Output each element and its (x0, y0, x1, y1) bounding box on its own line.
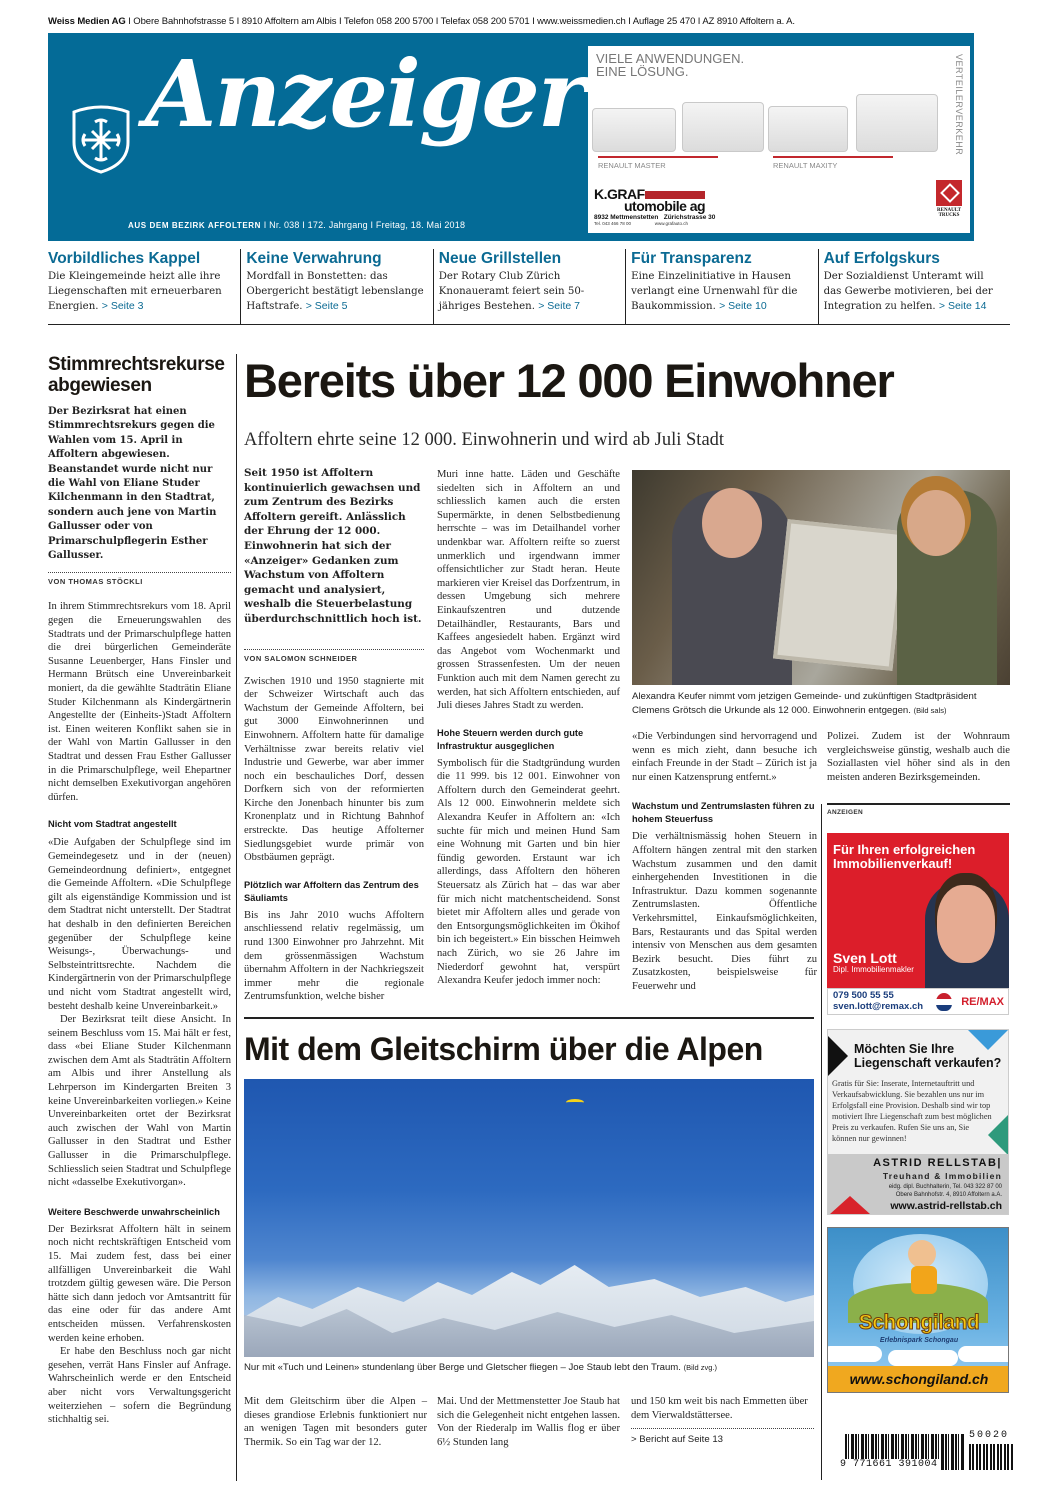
model-label: RENAULT MASTER (598, 161, 666, 170)
ad-headline-line2: EINE LÖSUNG. (596, 64, 689, 79)
main-col-2 (437, 468, 620, 988)
paragraph: Der Bezirksrat Affoltern hält in seinem noch nicht rechtskräftigen Entscheid vom 15. Mai zudem fest, dass bei einer allfälligen Unvereinbarkeit die Wahl trotzdem gültig gewesen wäre. Die Person hätte sich dann jedoch vor Amtsantritt für das eine oder für das andere Amt entscheiden müssen. Verfahrenskosten werden keine erhoben. (48, 1223, 231, 1344)
subheading: Plötzlich war Affoltern das Zentrum des Säuliamts (244, 879, 419, 903)
barcode-addon-number: 50020 (969, 1430, 1010, 1441)
paragraph: Der Bezirksrat teilt diese Ansicht. In seinem Beschluss vom 15. Mai hält er fest, dass «bei Eliane Studer Kilchenmann zwischen dem Amt als Stadträtin Affoltern am Albis und ihrer Anstellung als Lehrperson im Kindergarten Breiten 3 keine Unvereinbarkeiten vorliegen.» Keine Unvereinbarkeiten ortet der Bezirksrat auch zwischen der Wahl von Martin Gallusser in den Stadtrat und Esther Gallusser in die Primarschulpflege. Schliesslich seien Stadtrat und Schulpflege nicht «dasselbe Exekutivorgan». (48, 1014, 231, 1189)
main-col-3 (632, 730, 817, 994)
ad-headline-line1: VIELE ANWENDUNGEN. (596, 51, 745, 66)
main-subheadline: Affoltern ehrte seine 12 000. Einwohnerin und wird ab Juli Stadt (244, 430, 725, 450)
company-name: ASTRID RELLSTAB| (873, 1157, 1002, 1169)
agent-phone: 079 500 55 55 (833, 990, 894, 1001)
park-subtitle: Erlebnispark Schongau (879, 1337, 959, 1344)
photo-credit: (Bild sals) (913, 706, 947, 715)
triangle-icon (830, 1196, 870, 1214)
dealer-street: Zürichstrasse 30 (663, 214, 716, 221)
company-details (889, 1183, 1002, 1199)
side-article (48, 354, 231, 1427)
divider (244, 649, 424, 650)
byline: VON THOMAS STÖCKLI (48, 577, 143, 587)
ad-text: Gratis für Sie: Inserate, Internetauftritt und Verkaufsabwicklung. Sie bezahlen uns nur im Erfolgsfall eine Provision. Deshalb sind wir top motiviert Ihre Liegenschaft zum best möglichen Preis zu verkaufen. Rufen Sie uns an, Sie können nur gewinnen! (832, 1079, 992, 1143)
teaser-title: Keine Verwahrung (246, 250, 382, 267)
paraglider (566, 1099, 584, 1106)
subheading: Hohe Steuern werden durch gute Infrastruktur ausgeglichen (437, 727, 584, 751)
byline: VON SALOMON SCHNEIDER (244, 653, 358, 663)
side-article-lead: Der Bezirksrat hat einen Stimmrechtsrekurs gegen die Wahlen vom 15. April in Affoltern abgewiesen. Beanstandet wurde nicht nur die Wahl von Eliane Studer Kilchenmann in den Stadtrat, sondern auch jene von Martin Gallusser oder von Primarschulpflegerin Esther Gallusser. (48, 406, 217, 562)
rellstab-ad[interactable] (827, 1029, 1009, 1215)
newspaper-logo: Anzeiger (145, 40, 585, 148)
divider (598, 156, 718, 158)
renault-truck-ad[interactable] (588, 46, 970, 233)
contact-strip (827, 988, 1009, 1015)
paragraph: Mai. Und der Mettmenstetter Joe Staub hat sich die Gelegenheit nicht entgehen lassen. Von der Riederalp im Wallis flog er über 6½ Stunden lang (437, 1396, 620, 1448)
ad-headline: Möchten Sie Ihre Liegenschaft verkaufen? (854, 1042, 1002, 1070)
teaser-text: Mordfall in Bonstetten: das Obergericht bestätigt lebenslange Haftstrafe. (246, 271, 424, 312)
paragraph: Muri inne hatte. Läden und Geschäfte siedelten sich in Affoltern an und schliesslich kamen auch die ersten Supermärkte, in denen Selbstbedienung herrschte – was im Detailhandel vorher undenkbar war. Affoltern reifte so zuerst unmerklich und irgendwann immer offensichtlicher zur Stadt heran. Heute markieren vier Kreisel das Dorfzentrum, in dessen Umgebung sich mehrere Einkaufszentren und dutzende Detailhändler, Restaurants, Bars und Kaffees angesiedelt haben. Ergänzt wird das Angebot vom Wochenmarkt und grossen Strassenfesten. Um der neuen Funktion auch mit dem Namen gerecht zu werden, hat sich Affoltern entschieden, auf Juli dieses Jahres Stadt zu werden. (437, 469, 620, 712)
column-rule (236, 354, 237, 1481)
teaser-title: Für Transparenz (631, 250, 752, 267)
photo-caption (632, 690, 1012, 718)
issue-info (128, 220, 465, 230)
page-ref-link[interactable]: > Seite 7 (538, 300, 580, 312)
paragraph: Polizei. Zudem ist der Wohnraum vergleichsweise günstig, weshalb auch die Soziallasten viel höher sind als in den meisten anderen Bezirksgemeinden. (827, 731, 1010, 783)
publisher-details: I Obere Bahnhofstrasse 5 I 8910 Affoltern am Albis I Telefon 058 200 5700 I Telefax 058 200 5701 I www.weissmedien.ch I Auflage 25 470 I AZ 8910 Affoltern a. A. (125, 16, 795, 27)
teaser-text: Der Sozialdienst Unteramt will das Gewerbe motivieren, bei der Integration zu helfen. (823, 271, 993, 312)
main-lead: Seit 1950 ist Affoltern kontinuierlich gewachsen und zum Zentrum des Bezirks Affoltern gereift. Anlässlich der Ehrung der 12 000. Einwohnerin hat sich der «Anzeiger» Gedanken zum Wachstum von Affoltern gemacht und analysiert, weshalb die Steuerbelastung überdurchschnittlich hoch ist. (244, 467, 422, 625)
coat-of-arms-icon (70, 104, 132, 174)
paragraph: «Die Aufgaben der Schulpflege sind im Gemeindegesetz und in der (neuen) Gemeindeordnung definiert», entgegnet die Gemeinde Affoltern. «Die Schulpflege gilt als eigenständige Kommission und ist dem Stadtrat nicht unterstellt. Der Stadtrat hat deshalb in den definierten Bereichen gegenüber der Schulpflege keine Weisungs-, Überwachungs- und Selbsteintrittsrechte. Nachdem die Kindergärtnerin von der Primarschulpflege und nicht vom Stadtrat angestellt wird, besteht deshalb keine Unvereinbarkeit.» (48, 837, 231, 1012)
subheading: Wachstum und Zentrumslasten führen zu hohem Steuerfuss (632, 801, 815, 825)
model-label: RENAULT MAXITY (773, 161, 838, 170)
teaser-title: Neue Grillstellen (438, 250, 562, 267)
region-label: AUS DEM BEZIRK AFFOLTERN (128, 221, 262, 230)
caption-text: Alexandra Keufer nimmt vom jetzigen Gemeinde- und zukünftigen Stadtpräsident Clemens Grötsch die Urkunde als 12 000. Einwohnerin entgegen. (632, 691, 977, 716)
divider (244, 1017, 814, 1019)
divider (48, 572, 231, 573)
teaser-item[interactable] (48, 249, 240, 324)
ad-vertical-text: VERTEILERVERKEHR (954, 54, 964, 156)
subheading: Nicht vom Stadtrat angestellt (48, 819, 177, 830)
paragraph: Mit dem Gleitschirm über die Alpen – dieses grandiose Erlebnis funktioniert nur an wenigen Tagen mit besonders guter Thermik. So ein Tag war der 12. (244, 1396, 427, 1448)
renault-logo (936, 180, 962, 220)
paragraph: und 150 km weit bis nach Emmetten über dem Vierwaldstättersee. (631, 1396, 808, 1421)
barcode-number: 9 771661 391004 (840, 1459, 938, 1470)
publisher-name: Weiss Medien AG (48, 16, 126, 27)
remax-ad[interactable] (827, 833, 1009, 1015)
dealer-tel: Tel. 043 466 78 00 (594, 221, 632, 226)
alps-photo[interactable] (244, 1079, 814, 1357)
second-col-1 (244, 1395, 427, 1449)
truck-image-4 (856, 94, 938, 152)
renault-diamond-icon (936, 180, 962, 206)
teaser-text: Der Rotary Club Zürich Knonaueramt feiert sein 50-jähriges Bestehen. (438, 271, 585, 312)
paragraph: Zwischen 1910 und 1950 stagnierte mit der Schweizer Wirtschaft auch das Wachstum der Gemeinde Affoltern, bei gut 3000 Einwohnerinnen und Einwohnern. Affoltern hatte für damalige Verhältnisse zwar bereits relativ viel Industrie und Gewerbe, war aber immer noch ein beschauliches Dorf, dessen Dorfkern sich von der reformierten Kirche den Jonenbach hinunter bis zum Kronenplatz und in Richtung Bahnhof erstreckte. Das heutige Affolterner Siedlungsgebiet wurde primär von Obstbäumen geprägt. (244, 675, 424, 864)
renault-brand: RENAULT TRUCKS (937, 208, 961, 218)
park-web[interactable]: www.schongiland.ch (828, 1366, 1009, 1392)
second-col-2 (437, 1395, 620, 1449)
subheading: Weitere Beschwerde unwahrscheinlich (48, 1206, 220, 1217)
dealer-logo (594, 186, 744, 226)
teaser-text: Eine Einzelinitiative in Hausen verlangt eine Urnenwahl für die Baukommission. (631, 271, 798, 312)
teaser-title: Vorbildliches Kappel (48, 250, 201, 267)
paragraph: Symbolisch für die Stadtgründung wurden die 11 999. bis 12 001. Einwohner von Affoltern durch den Gemeinderat geehrt. Als 12 000. Einwohnerin meldete sich Alexandra Keufer in Affoltern an: «Ich suchte für mich und meinen Hund Sam eine Wohnung mit Garten und bin hier fündig geworden. Erstaunt war ich allerdings, dass Affoltern den höheren Steuersatz als Zürich hat – das war aber für mich nicht matchentscheidend. Sonst bietet mir Affoltern alles und gerade von den Entsorgungsmöglichkeiten im Ökihof bin ich begeistert.» Ein bisschen Heimweh nach Zürich, wo sie 26 Jahre im Niederdorf gewohnt hat, verspürt Alexandra Keufer jedoch immer noch: (437, 757, 620, 987)
dealer-logo-text: K.GRAF (594, 186, 645, 202)
company-detail: eidg. dipl. Buchhalterin, Tel. 043 322 87 00 (888, 1184, 1002, 1190)
teaser-text: Die Kleingemeinde heizt alle ihre Liegenschaften mit erneuerbaren Energien. (48, 271, 222, 312)
photo-credit: (Bild zvg.) (683, 1363, 717, 1372)
page-ref-link[interactable]: > Seite 14 (938, 300, 987, 312)
park-title: Schongiland (858, 1311, 980, 1334)
divider (773, 156, 893, 158)
paragraph: Er habe den Beschluss noch gar nicht gesehen, verrät Hans Finsler auf Anfrage. Wahrscheinlich werde er den Entscheid aber nicht vors Verwaltungsgericht weiterziehen – sofern die Begründung stichhaltig sei. (48, 1346, 231, 1426)
remax-balloon-icon (936, 993, 952, 1011)
teaser-item[interactable] (240, 249, 432, 324)
page-ref-link[interactable]: > Seite 5 (305, 300, 348, 312)
agent-name: Sven Lott (833, 950, 897, 966)
truck-image-1 (592, 108, 676, 152)
company-detail: Obere Bahnhofstr. 4, 8910 Affoltern a.A. (895, 1192, 1002, 1198)
teaser-item[interactable] (818, 249, 1010, 324)
paragraph: Die verhältnismässig hohen Steuern in Affoltern hängen zentral mit den starken Wachstum zusammen und den damit einhergehenden Investitionen in die Infrastruktur. Dazu kommen sogenannte Zentrumslasten. Öffentliche Verkehrsmittel, Einkaufsmöglichkeiten, Bars, Restaurants und das Spital werden intensiv von Menschen aus dem gesamten Bezirk besucht. Dies führt zu Zusatzkosten, beispielsweise für Feuerwehr und (632, 831, 817, 992)
teaser-item[interactable] (625, 249, 817, 324)
page-ref-link[interactable]: > Seite 3 (101, 300, 144, 312)
second-headline: Mit dem Gleitschirm über die Alpen (244, 1031, 763, 1067)
main-col-4 (827, 730, 1010, 784)
second-col-3 (631, 1395, 814, 1447)
main-headline: Bereits über 12 000 Einwohner (244, 354, 894, 407)
page-ref-link[interactable]: > Bericht auf Seite 13 (631, 1434, 723, 1446)
divider (631, 1428, 814, 1429)
barcode-addon (969, 1444, 1013, 1470)
divider (827, 803, 1010, 805)
teaser-title: Auf Erfolgskurs (823, 250, 940, 267)
truck-image-3 (768, 106, 848, 152)
ads-label: ANZEIGEN (827, 809, 863, 816)
remax-brand: RE/MAX (961, 996, 1004, 1008)
column-rule (821, 804, 822, 1480)
award-photo[interactable] (632, 470, 1010, 685)
triangle-icon (828, 1036, 848, 1076)
company-web[interactable]: www.astrid-rellstab.ch (890, 1200, 1002, 1212)
mascot-icon (908, 1240, 936, 1268)
company-tagline: Treuhand & Immobilien (882, 1171, 1002, 1181)
truck-image-2 (682, 102, 764, 152)
side-article-title: Stimmrechtsrekurse abgewiesen (48, 354, 225, 396)
main-col-1 (244, 466, 424, 1004)
ad-headline (596, 52, 744, 78)
agent-role: Dipl. Immobilienmakler (833, 965, 914, 974)
teaser-item[interactable] (433, 249, 625, 324)
agent-email: sven.lott@remax.ch (833, 1000, 924, 1012)
agent-face (937, 885, 995, 963)
issue-details: I Nr. 038 I 172. Jahrgang I Freitag, 18. Mai 2018 (261, 220, 466, 230)
ad-headline: Für Ihren erfolgreichen Immobilienverkauf! (833, 842, 976, 871)
paragraph: «Die Verbindungen sind hervorragend und wenn es mich zieht, dann besuche ich einfach Freunde in der Stadt – Zürich ist ja nur einen Katzensprung entfernt.» (632, 731, 817, 783)
publisher-line (48, 16, 795, 27)
caption-text: Nur mit «Tuch und Leinen» stundenlang über Berge und Gletscher fliegen – Joe Staub lebt den Traum. (244, 1362, 681, 1373)
dealer-city: 8932 Mettmenstetten (594, 214, 659, 221)
page-ref-link[interactable]: > Seite 10 (719, 300, 767, 312)
paragraph: In ihrem Stimmrechtsrekurs vom 18. April gegen die Erneuerungswahlen des Stadtrats und der Primarschulpflege hatten die drei bürgerlichen Gemeinderäte Susanne Leuenberger, Hans Finsler und Hermann Brütsch eine Unvereinbarkeit moniert, da die gewählte Stadträtin Eliane Studer Kilchenmann als Kindergärtnerin Angestellte der (Einheits-)Stadt Affoltern ist. Einen weiteren Konflikt sahen sie in der Wahl von Martin Gallusser in den Stadtrat und dessen Frau Esther Gallusser in die Primarschulpflege, weil Ehepartner nicht demselben Exekutivorgan angehören dürfen. (48, 601, 231, 803)
dealer-web: www.grafauto.ch (654, 221, 689, 226)
teaser-bar (48, 249, 1010, 325)
dealer-logo-text-2: utomobile ag (624, 198, 706, 214)
schongiland-ad[interactable] (827, 1227, 1009, 1393)
photo-caption (244, 1361, 814, 1375)
paragraph: Bis ins Jahr 2010 wuchs Affoltern anschliessend relativ regelmässig, um rund 1300 Einwohner pro Jahrzehnt. Mit dem grössenmässigen Wachstum übernahm Affoltern in der Nachkriegszeit immer mehr die regionale Zentrumsfunktion, welche bisher (244, 909, 424, 1003)
